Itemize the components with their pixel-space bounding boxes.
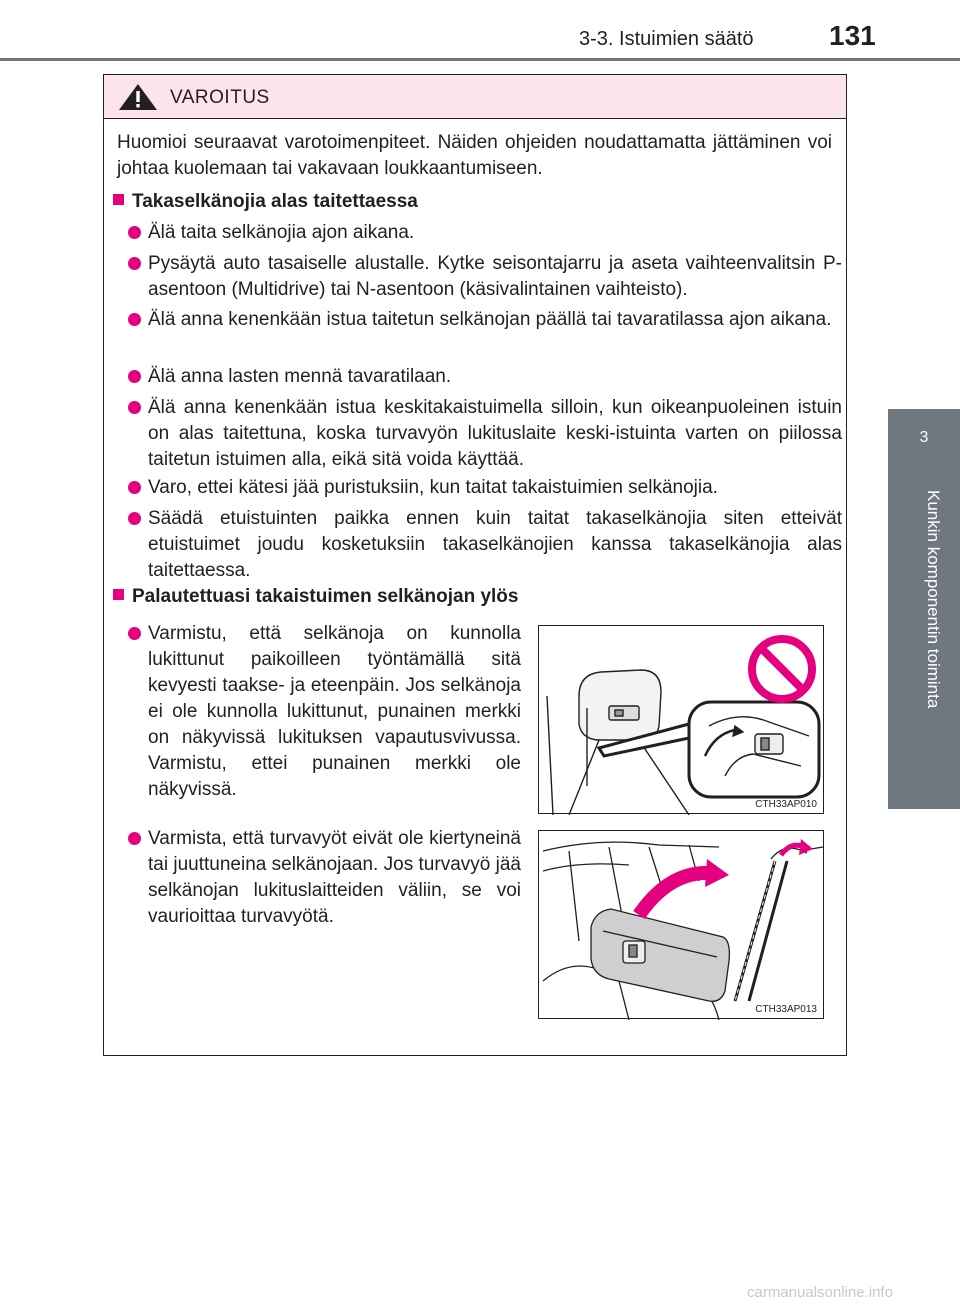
section-marker-icon [113,589,124,600]
list-item [128,506,842,584]
list-item-text: Varmista, että turvavyöt eivät ole kiertyneinä tai juuttuneina selkänojaan. Jos turvavyö jää selkänojan lukituslaitteiden väliin, se voi vaurioittaa turvavyötä. [148,828,521,927]
warning-title: VAROITUS [170,87,270,108]
list-item-text: Säädä etuistuinten paikka ennen kuin taitat takaselkänojia siten etteivät etuistuimet joudu kosketuksiin takaselkänojien kanssa takaselkänojia alas taitettaessa. [148,508,842,581]
list-item [128,220,842,246]
list-item-text: Älä anna kenenkään istua keskitakaistuimella silloin, kun oikeanpuoleinen istuin on alas taitettuna, koska turvavyön lukituslaite keski-istuinta varten on piilossa taitetun istuimen alla, eikä sitä voida käyttää. [148,397,842,470]
list-item [128,364,842,390]
chapter-number: 3 [919,429,929,446]
list-item [128,251,842,303]
bullet-dot-icon [128,226,141,239]
list-item-text: Varo, ettei kätesi jää puristuksiin, kun taitat takaistuimien selkänojia. [148,477,718,498]
section-heading-text: Palautettuasi takaistuimen selkänojan ylös [132,586,519,607]
list-item [128,475,842,501]
figure-code: CTH33AP010 [755,799,817,810]
warning-triangle-icon [118,83,158,116]
header-divider [0,58,960,61]
list-item-text: Pysäytä auto tasaiselle alustalle. Kytke seisontajarru ja aseta vaihteenvalitsin P-asentoon (Multidrive) tai N-asentoon (käsivalintainen vaihteisto). [148,253,842,300]
seatbelt-illustration [539,831,825,1020]
list-item [128,395,842,473]
bullet-dot-icon [128,370,141,383]
fold-arrow-icon [637,873,647,883]
chapter-title: Kunkin komponentin toiminta [924,490,943,709]
bullet-dot-icon [128,401,141,414]
bullet-dot-icon [128,257,141,270]
list-item [128,826,521,930]
figure-seatbelt-check [538,830,824,1019]
bullet-dot-icon [128,481,141,494]
bullet-dot-icon [128,627,141,640]
list-item-text: Älä anna kenenkään istua taitetun selkänojan päällä tai tavaratilassa ajon aikana. [148,309,832,330]
section-heading-text: Takaselkänojia alas taitettaessa [132,191,418,212]
list-item [128,307,842,333]
section-heading-fold-down [113,189,418,215]
warning-header [104,75,846,119]
watermark: carmanualsonline.info [747,1284,893,1301]
warning-box [103,74,847,1056]
figure-code: CTH33AP013 [755,1004,817,1015]
figure-seatback-lock [538,625,824,814]
page-number: 131 [829,20,876,51]
bullet-dot-icon [128,313,141,326]
running-header-section: 3-3. Istuimien säätö [579,28,754,50]
list-item-text: Varmistu, että selkänoja on kunnolla lukittunut paikoilleen työntämällä sitä kevyesti taakse- ja eteenpäin. Jos selkänoja ei ole kunnolla lukittunut, punainen merkki on näkyvissä lukituksen vapautusvivussa. Varmistu, ettei punainen merkki ole näkyvissä. [148,623,521,800]
bullet-dot-icon [128,832,141,845]
list-item [128,621,521,803]
list-item-text: Älä taita selkänojia ajon aikana. [148,222,415,243]
list-item-text: Älä anna lasten mennä tavaratilaan. [148,366,452,387]
warning-intro: Huomioi seuraavat varotoimenpiteet. Näiden ohjeiden noudattamatta jättäminen voi johtaa kuolemaan tai vakavaan loukkaantumiseen. [117,132,832,179]
section-marker-icon [113,194,124,205]
bullet-dot-icon [128,512,141,525]
section-heading-after-raising [113,584,518,610]
